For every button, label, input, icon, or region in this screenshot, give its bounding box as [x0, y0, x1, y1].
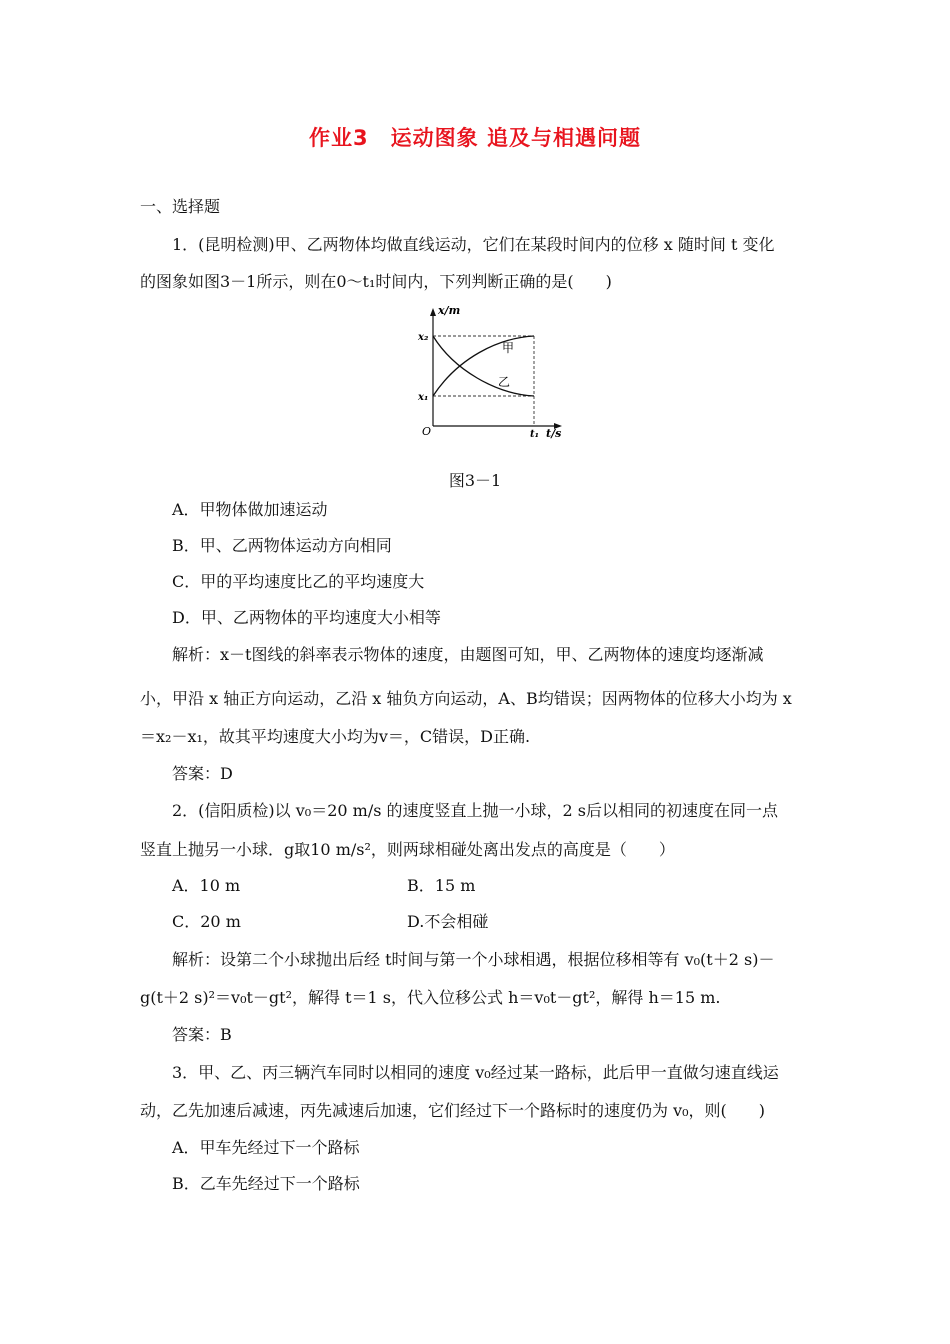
- q2-analysis-line1: 解析：设第二个小球抛出后经 t时间与第一个小球相遇，根据位移相等有 v₀(t＋2 s)－: [172, 950, 775, 969]
- q1-answer: 答案：D: [172, 764, 233, 783]
- q1-analysis-line1: 解析：x－t图线的斜率表示物体的速度，由题图可知，甲、乙两物体的速度均逐渐减: [172, 645, 764, 664]
- origin-label: O: [422, 425, 432, 438]
- q3-option-b: B．乙车先经过下一个路标: [172, 1174, 360, 1193]
- q3-stem-line2: 动，乙先加速后减速，丙先减速后加速，它们经过下一个路标时的速度仍为 v₀，则( ): [140, 1101, 766, 1120]
- q3-option-a: A．甲车先经过下一个路标: [172, 1138, 360, 1157]
- title-part2: 运动图象 追及与相遇问题: [390, 126, 641, 150]
- x1-label: x₁: [418, 392, 429, 403]
- q2-option-b: B．15 m: [407, 876, 476, 895]
- q1-stem-line2: 的图象如图3－1所示，则在0～t₁时间内，下列判断正确的是( ): [140, 272, 612, 291]
- q2-answer: 答案：B: [172, 1025, 232, 1044]
- q2-option-a: A．10 m: [172, 876, 241, 895]
- y-axis-label: x/m: [438, 304, 461, 317]
- label-yi: 乙: [498, 375, 511, 389]
- x-axis-label: t/s: [546, 427, 562, 440]
- y-axis-arrow: [430, 308, 436, 316]
- q2-stem-line2: 竖直上抛另一小球．g取10 m/s²，则两球相碰处离出发点的高度是（ ）: [140, 840, 675, 859]
- x2-label: x₂: [418, 332, 429, 343]
- q1-analysis-line3: ＝x₂－x₁，故其平均速度大小均为v＝，C错误，D正确.: [140, 727, 531, 746]
- t1-label: t₁: [530, 429, 539, 440]
- q1-stem-line1: 1．(昆明检测)甲、乙两物体均做直线运动，它们在某段时间内的位移 x 随时间 t 变化: [172, 235, 775, 254]
- q2-stem-line1: 2．(信阳质检)以 v₀＝20 m/s 的速度竖直上抛一小球，2 s后以相同的初速度在同一点: [172, 801, 778, 820]
- q2-option-c: C．20 m: [172, 912, 241, 931]
- page-title: [0, 122, 950, 152]
- q1-option-c: C．甲的平均速度比乙的平均速度大: [172, 572, 425, 591]
- figure-3-1: [410, 300, 580, 448]
- q3-stem-line1: 3．甲、乙、丙三辆汽车同时以相同的速度 v₀经过某一路标，此后甲一直做匀速直线运: [172, 1063, 779, 1082]
- q2-option-d: D.不会相碰: [407, 912, 489, 931]
- q2-analysis-line2: g(t＋2 s)²＝v₀t－gt²，解得 t＝1 s，代入位移公式 h＝v₀t－gt²，解得 h＝15 m.: [140, 988, 721, 1007]
- q1-option-a: A．甲物体做加速运动: [172, 500, 328, 519]
- q1-option-b: B．甲、乙两物体运动方向相同: [172, 536, 392, 555]
- label-jia: 甲: [502, 341, 515, 355]
- figure-caption: 图3－1: [448, 471, 502, 490]
- q1-analysis-line2: 小，甲沿 x 轴正方向运动，乙沿 x 轴负方向运动，A、B均错误；因两物体的位移大小均为 x: [140, 689, 792, 708]
- title-part1: 作业3: [309, 126, 369, 150]
- curve-jia: [433, 336, 534, 396]
- curve-yi: [433, 336, 534, 396]
- section-heading: 一、选择题: [140, 197, 221, 216]
- q1-option-d: D．甲、乙两物体的平均速度大小相等: [172, 608, 441, 627]
